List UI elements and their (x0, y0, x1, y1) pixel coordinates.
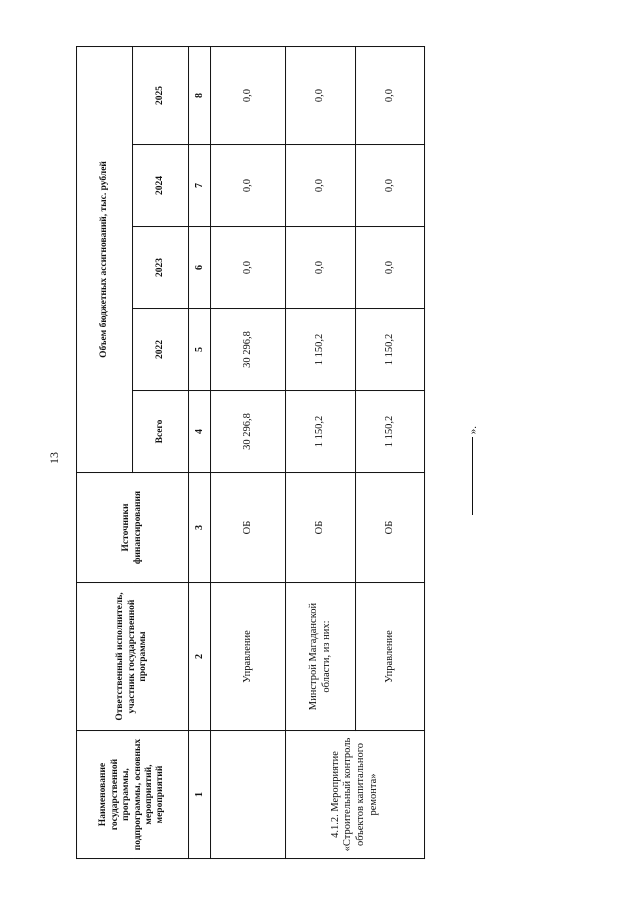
row-2022: 1 150,2 (286, 309, 356, 391)
column-number: 7 (189, 145, 211, 227)
row-executor: Управление (211, 583, 286, 731)
header-year-2023: 2023 (133, 227, 189, 309)
header-executor: Ответственный исполнитель, участник государственной программы (77, 583, 189, 731)
row-source: ОБ (286, 473, 356, 583)
column-number: 4 (189, 391, 211, 473)
column-number-row (189, 46, 211, 858)
row-2024: 0,0 (286, 145, 356, 227)
row-total: 1 150,2 (356, 391, 425, 473)
row-executor: Управление (356, 583, 425, 731)
header-total: Всего (133, 391, 189, 473)
row-name-cell (211, 731, 286, 859)
table-row (286, 46, 356, 858)
column-number: 2 (189, 583, 211, 731)
row-2023: 0,0 (356, 227, 425, 309)
row-2024: 0,0 (356, 145, 425, 227)
header-source: Источники финансирования (77, 473, 189, 583)
page-number: 13 (47, 452, 61, 464)
header-year-2024: 2024 (133, 145, 189, 227)
closing-line (472, 437, 473, 515)
row-2023: 0,0 (286, 227, 356, 309)
header-name: Наименование государственной программы, подпрограммы, основных мероприятий, мероприятий (77, 731, 189, 859)
row-total: 1 150,2 (286, 391, 356, 473)
row-2025: 0,0 (356, 46, 425, 144)
column-number: 3 (189, 473, 211, 583)
row-source: ОБ (356, 473, 425, 583)
closing-quote: ». (467, 426, 479, 435)
row-2023: 0,0 (211, 227, 286, 309)
column-number: 5 (189, 309, 211, 391)
row-2022: 30 296,8 (211, 309, 286, 391)
budget-table (76, 46, 425, 859)
row-2024: 0,0 (211, 145, 286, 227)
row-source: ОБ (211, 473, 286, 583)
row-executor: Минстрой Магаданской области, из них: (286, 583, 356, 731)
row-2025: 0,0 (286, 46, 356, 144)
column-number: 1 (189, 731, 211, 859)
column-number: 8 (189, 46, 211, 144)
row-total: 30 296,8 (211, 391, 286, 473)
row-name: 4.1.2. Мероприятие «Строительный контроль объектов капитального ремонта» (286, 731, 425, 859)
row-2025: 0,0 (211, 46, 286, 144)
closing-mark (466, 409, 480, 515)
row-2022: 1 150,2 (356, 309, 425, 391)
table-container (76, 46, 424, 858)
table-row (211, 46, 286, 858)
column-number: 6 (189, 227, 211, 309)
header-year-2025: 2025 (133, 46, 189, 144)
header-row-main (77, 46, 133, 858)
header-year-2022: 2022 (133, 309, 189, 391)
header-budget: Объем бюджетных ассигнований, тыс. рублей (77, 46, 133, 472)
